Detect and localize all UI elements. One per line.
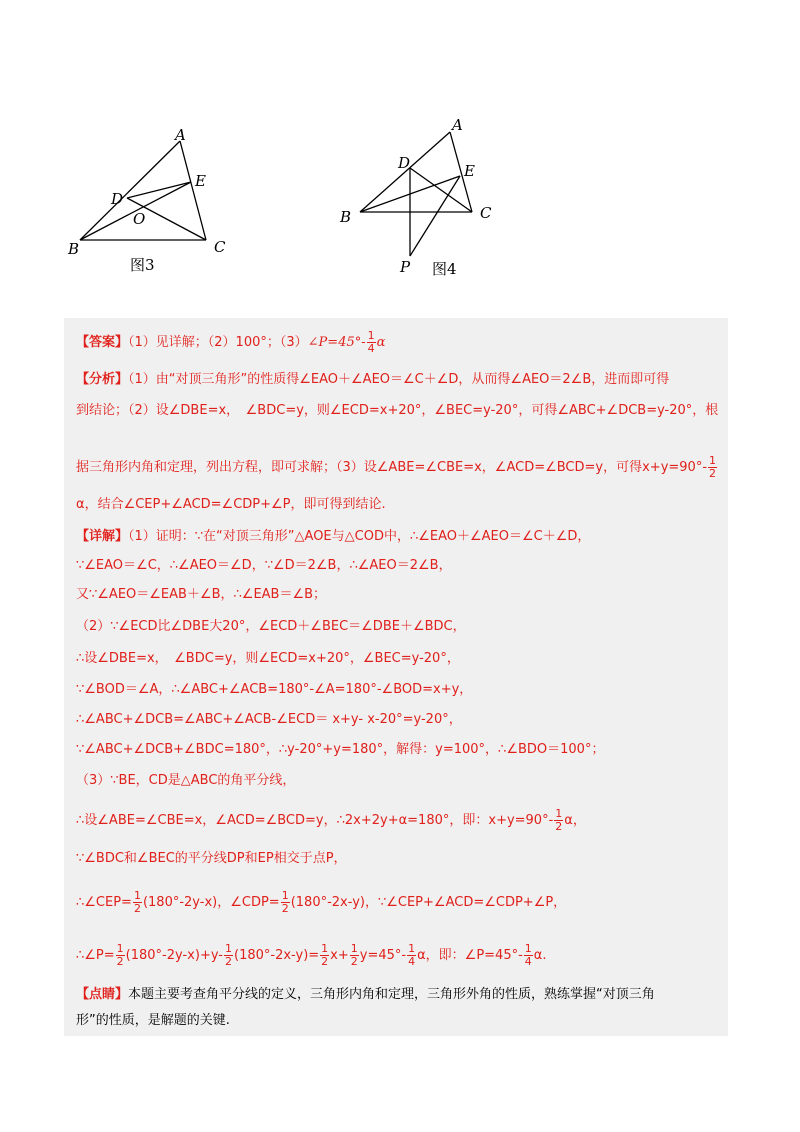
fig4-label-c: C [480,204,492,222]
detail-text-1: （1）证明：∵在“对顶三角形”△AOE与△COD中，∴∠EAO＋∠AEO＝∠C＋∠D， [128,529,591,544]
answer-line [76,330,718,355]
fig3-label-e: E [195,172,206,190]
figure-3 [64,118,244,288]
analysis-text-1: （1）由“对顶三角形”的性质得∠EAO＋∠AEO＝∠C＋∠D，从而得∠AEO＝2∠B，进而即可得 [128,372,670,387]
detail-fraction-13a: $\frac{1}{2}$ [116,942,124,968]
fig4-label-a: A [452,116,463,134]
detail-line-5: ∴设∠DBE=x， ∠BDC=y，则∠ECD=x+20°，∠BEC=y-20°， [76,651,460,666]
fig3-line-ba [80,141,180,240]
figure-3-diagram [64,118,244,288]
analysis-fraction: $\frac{1}{2}$ [709,454,717,480]
detail-line-12: ∴∠CEP= $\frac{1}{2}$ (180°-2y-x)，∠CDP= $\frac{1}{2}$ (180°-2x-y)，∵∠CEP+∠ACD=∠CDP+∠P， [76,889,567,915]
detail-line-3: 又∵∠AEO＝∠EAB＋∠B，∴∠EAB＝∠B； [76,587,327,602]
fig3-label-a: A [175,126,186,144]
fig4-line-ep [410,176,460,256]
detail-fraction-12a: $\frac{1}{2}$ [133,889,141,915]
detail-fraction-10: $\frac{1}{2}$ [555,807,563,833]
detail-label: 【详解】 [76,529,129,544]
analysis-line-3 [76,455,718,480]
fig3-label-b: B [68,240,80,258]
answer-fraction: $\frac{1}{4}$ [367,329,375,355]
analysis-line-2: 到结论；（2）设∠DBE=x， ∠BDC=y，则∠ECD=x+20°，∠BEC=y-20°，可得∠ABC+∠DCB=y-20°，根 [76,403,719,418]
detail-fraction-13f: $\frac{1}{4}$ [524,942,532,968]
detail-line-13: ∴∠P= $\frac{1}{2}$ (180°-2y-x)+y- $\frac{1}{2}$ (180°-2x-y)= $\frac{1}{2}$ x+ $\frac{1}{2}$ y=45°- $\frac{1}{4}$ α，即：∠P=45°- $\frac{1}{4}$ α. [76,942,547,968]
analysis-line-4: α，结合∠CEP+∠ACD=∠CDP+∠P，即可得到结论. [76,497,386,512]
fig4-caption: 图4 [432,260,457,278]
remark-label: 【点睛】 [76,987,129,1002]
detail-line-6: ∵∠BOD＝∠A，∴∠ABC+∠ACB=180°-∠A=180°-∠BOD=x+y， [76,682,473,697]
detail-line-2: ∵∠EAO＝∠C，∴∠AEO＝∠D，∵∠D＝2∠B，∴∠AEO＝2∠B， [76,558,452,573]
fig4-label-d: D [398,154,411,172]
detail-line-11: ∵∠BDC和∠BEC的平分线DP和EP相交于点P， [76,851,347,866]
detail-line-8: ∵∠ABC+∠DCB+∠BDC=180°，∴y-20°+y=180°，解得：y=100°，∴∠BDO＝100°； [76,742,605,757]
fig4-label-p: P [400,258,411,276]
answer-result: ∠P=45°- [307,335,366,350]
detail-line-9: （3）∵BE，CD是△ABC的角平分线， [76,773,296,788]
fig4-label-e: E [464,162,475,180]
answer-alpha: α [376,335,386,350]
remark-text-1: 本题主要考查角平分线的定义，三角形内角和定理，三角形外角的性质，熟练掌握“对顶三角 [128,987,655,1002]
fig3-label-d: D [111,190,124,208]
fig3-label-o: O [133,210,146,228]
detail-line-1 [76,528,718,546]
figure-4-diagram [332,108,512,288]
answer-text: （1）见详解；（2）100°；（3） [128,335,308,350]
remark-line-1 [76,986,718,1004]
detail-line-4: （2）∵∠ECD比∠DBE大20°，∠ECD＋∠BEC＝∠DBE＋∠BDC， [76,619,466,634]
detail-fraction-13e: $\frac{1}{4}$ [408,942,416,968]
fig3-label-c: C [214,238,226,256]
detail-fraction-13c: $\frac{1}{2}$ [321,942,329,968]
detail-fraction-13d: $\frac{1}{2}$ [350,942,358,968]
fig3-line-ac [180,141,206,240]
solution-panel [64,318,728,1036]
fig3-caption: 图3 [130,256,155,274]
remark-line-2: 形”的性质，是解题的关键. [76,1013,230,1028]
detail-fraction-13b: $\frac{1}{2}$ [225,942,232,968]
analysis-text-3: 据三角形内角和定理，列出方程，即可求解；（3）设∠ABE=∠CBE=x，∠ACD=∠BCD=y，可得x+y=90°- [76,460,708,475]
fig4-label-b: B [340,208,352,226]
fig4-line-ba [360,132,450,212]
analysis-line-1 [76,371,718,389]
detail-line-10: ∴设∠ABE=∠CBE=x，∠ACD=∠BCD=y，∴2x+2y+α=180°，即：x+y=90°- $\frac{1}{2}$ α， [76,807,586,833]
analysis-label: 【分析】 [76,372,129,387]
answer-label: 【答案】 [76,335,129,350]
detail-line-7: ∴∠ABC+∠DCB=∠ABC+∠ACB-∠ECD＝ x+y- x-20°=y-20°， [76,712,462,727]
detail-fraction-12b: $\frac{1}{2}$ [281,889,289,915]
figure-4 [332,108,512,288]
